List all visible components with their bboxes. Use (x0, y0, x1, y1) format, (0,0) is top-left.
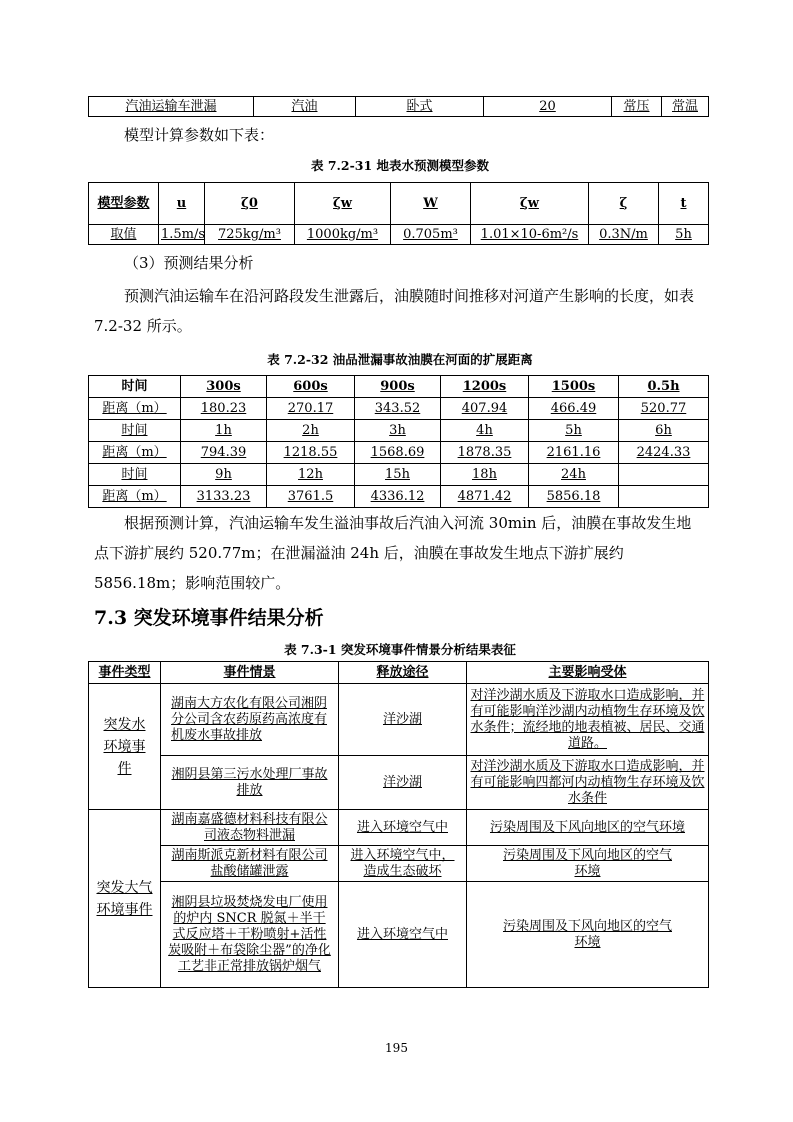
event-type-air: 突发大气环境事件 (89, 810, 161, 988)
cell: 20 (484, 97, 612, 117)
para-model: 模型计算参数如下表： (124, 126, 275, 144)
header-cell: 事件类型 (89, 662, 161, 684)
cell: 卧式 (356, 97, 484, 117)
cell: 343.52 (355, 398, 441, 420)
header-cell: 1200s (441, 376, 529, 398)
header-cell: u (159, 183, 205, 225)
cell: 4h (441, 420, 529, 442)
cell: 3h (355, 420, 441, 442)
header-cell: 900s (355, 376, 441, 398)
header-cell: 时间 (89, 376, 181, 398)
cell: 5h (529, 420, 619, 442)
header-cell: 事件情景 (161, 662, 339, 684)
cell: 2424.33 (619, 442, 709, 464)
cell: 距离（m） (89, 398, 181, 420)
cell: 5h (659, 225, 709, 245)
cell: 794.39 (181, 442, 267, 464)
cell: 5856.18 (529, 486, 619, 508)
cell: 1218.55 (267, 442, 355, 464)
cell: 常温 (662, 97, 709, 117)
header-cell: 主要影响受体 (467, 662, 709, 684)
para-result: 根据预测计算，汽油运输车发生溢油事故后汽油入河流 30min 后，油膜在事故发生地点下游扩展约 520.77m；在泄漏溢油 24h 后，油膜在事故发生地点下游扩展约 5856.18m；影响范围较广。 (94, 514, 692, 592)
event-type-water: 突发水环境事件 (89, 684, 161, 810)
path-cell: 进入环境空气中 (339, 882, 467, 988)
cell: 725kg/m³ (205, 225, 295, 245)
cell: 466.49 (529, 398, 619, 420)
cell: 12h (267, 464, 355, 486)
caption-7-2-32: 表 7.2-32 油品泄漏事故油膜在河面的扩展距离 (267, 352, 533, 367)
cell: 距离（m） (89, 486, 181, 508)
cell: 520.77 (619, 398, 709, 420)
cell: 1568.69 (355, 442, 441, 464)
cell: 6h (619, 420, 709, 442)
path-cell: 洋沙湖 (339, 684, 467, 756)
header-cell: ζ0 (205, 183, 295, 225)
page-number: 195 (385, 1041, 408, 1055)
cell: 时间 (89, 420, 181, 442)
scenario-cell: 湘阴县第三污水处理厂事故排放 (161, 756, 339, 810)
cell: 1h (181, 420, 267, 442)
path-cell: 洋沙湖 (339, 756, 467, 810)
cell: 常压 (612, 97, 662, 117)
cell: 2161.16 (529, 442, 619, 464)
receptor-cell: 污染周围及下风向地区的空气环境 (467, 810, 709, 846)
header-cell: 600s (267, 376, 355, 398)
table-7-2-32 (88, 375, 709, 508)
table-7-2-31 (88, 182, 709, 245)
cell: 距离（m） (89, 442, 181, 464)
header-cell: 300s (181, 376, 267, 398)
table-7-3-1 (88, 661, 709, 988)
caption-7-3-1: 表 7.3-1 突发环境事件情景分析结果表征 (284, 642, 516, 657)
header-cell: W (391, 183, 471, 225)
para-prediction: 预测汽油运输车在沿河路段发生泄露后，油膜随时间推移对河道产生影响的长度，如表 7.2-32 所示。 (94, 287, 695, 335)
cell: 汽油运输车泄漏 (89, 97, 254, 117)
cell: 4871.42 (441, 486, 529, 508)
receptor-cell: 对洋沙湖水质及下游取水口造成影响，并有可能影响四都河内动植物生存环境及饮水条件 (467, 756, 709, 810)
cell: 0.3N/m (589, 225, 659, 245)
cell: 9h (181, 464, 267, 486)
cell: 1000kg/m³ (295, 225, 391, 245)
receptor-cell: 污染周围及下风向地区的空气环境 (467, 846, 709, 882)
cell: 24h (529, 464, 619, 486)
cell: 270.17 (267, 398, 355, 420)
section-3-title: （3）预测结果分析 (124, 254, 254, 272)
top-row-table (88, 96, 709, 117)
cell: 0.705m³ (391, 225, 471, 245)
cell: 取值 (89, 225, 159, 245)
cell (619, 464, 709, 486)
cell: 407.94 (441, 398, 529, 420)
header-cell: t (659, 183, 709, 225)
cell: 18h (441, 464, 529, 486)
scenario-cell: 湘阴县垃圾焚烧发电厂使用的炉内 SNCR 脱氮＋半干式反应塔＋干粉喷射+活性炭吸附＋布袋除尘器”的净化工艺非正常排放锅炉烟气 (161, 882, 339, 988)
cell: 1.5m/s (159, 225, 205, 245)
header-cell: 释放途径 (339, 662, 467, 684)
cell: 1878.35 (441, 442, 529, 464)
cell: 2h (267, 420, 355, 442)
path-cell: 进入环境空气中，造成生态破坏 (339, 846, 467, 882)
header-cell: ζw (295, 183, 391, 225)
cell: 180.23 (181, 398, 267, 420)
cell: 3761.5 (267, 486, 355, 508)
receptor-cell: 污染周围及下风向地区的空气环境 (467, 882, 709, 988)
cell: 4336.12 (355, 486, 441, 508)
cell: 时间 (89, 464, 181, 486)
header-cell: 0.5h (619, 376, 709, 398)
header-cell: 1500s (529, 376, 619, 398)
section-7-3-title: 7.3 突发环境事件结果分析 (94, 607, 324, 629)
cell: 3133.23 (181, 486, 267, 508)
cell: 15h (355, 464, 441, 486)
header-cell: ζw (471, 183, 589, 225)
scenario-cell: 湖南斯派克新材料有限公司盐酸储罐泄露 (161, 846, 339, 882)
header-cell: ζ (589, 183, 659, 225)
cell (619, 486, 709, 508)
cell: 汽油 (254, 97, 356, 117)
path-cell: 进入环境空气中 (339, 810, 467, 846)
cell: 1.01×10-6m²/s (471, 225, 589, 245)
scenario-cell: 湖南嘉盛德材料科技有限公司液态物料泄漏 (161, 810, 339, 846)
scenario-cell: 湖南大方农化有限公司湘阴分公司含农药原药高浓度有机废水事故排放 (161, 684, 339, 756)
caption-7-2-31: 表 7.2-31 地表水预测模型参数 (310, 158, 490, 173)
receptor-cell: 对洋沙湖水质及下游取水口造成影响，并有可能影响洋沙湖内动植物生存环境及饮水条件；流经地的地表植被、居民、交通道路。 (467, 684, 709, 756)
header-cell: 模型参数 (89, 183, 159, 225)
